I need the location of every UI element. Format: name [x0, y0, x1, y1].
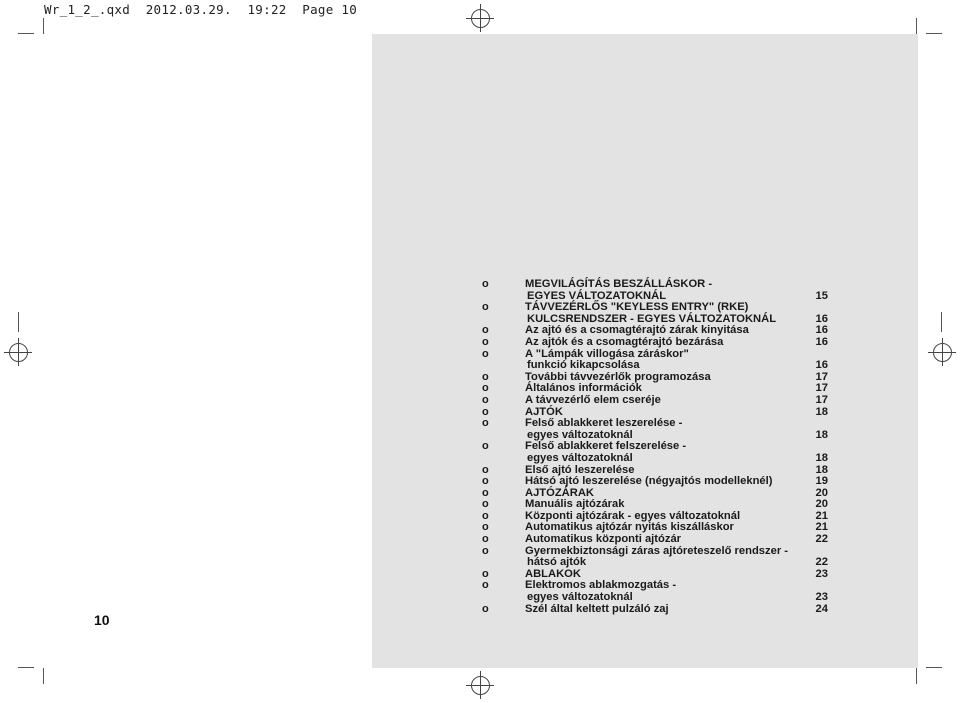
- crop-mark: [941, 312, 942, 332]
- toc-entry-text: TÁVVEZÉRLŐS "KEYLESS ENTRY" (RKE): [525, 301, 749, 314]
- toc-entry-page: 17: [815, 393, 828, 406]
- bullet-icon: o: [482, 393, 489, 406]
- toc-entry-page: 23: [815, 591, 828, 604]
- crop-mark: [926, 667, 942, 668]
- toc-entry-page: 15: [815, 289, 828, 302]
- toc-entry: [482, 534, 832, 546]
- toc-entry-text: egyes változatoknál: [527, 451, 633, 464]
- toc-entry-text: További távvezérlők programozása: [525, 370, 711, 383]
- registration-mark-bottom: [466, 671, 494, 699]
- toc-entry-text: egyes változatoknál: [527, 428, 633, 441]
- toc-entry-text: Felső ablakkeret leszerelése -: [525, 417, 683, 430]
- toc-entry: [482, 279, 832, 291]
- slug-line: Wr_1_2_.qxd 2012.03.29. 19:22 Page 10: [44, 2, 358, 17]
- page-number: 10: [94, 612, 110, 628]
- toc-entry-page: 22: [815, 533, 828, 546]
- toc-entry-page: 16: [815, 359, 828, 372]
- bullet-icon: o: [482, 440, 489, 453]
- bullet-icon: o: [482, 602, 489, 615]
- toc-entry-text: AJTÓZÁRAK: [525, 486, 594, 499]
- toc-entry-page: 22: [815, 556, 828, 569]
- toc-entry: [482, 360, 832, 372]
- crop-mark: [43, 18, 44, 34]
- toc-entry-text: A "Lámpák villogása záráskor": [525, 347, 689, 360]
- toc-entry-page: 16: [815, 335, 828, 348]
- bullet-icon: o: [482, 382, 489, 395]
- registration-mark-right: [928, 338, 956, 366]
- toc-entry: [482, 453, 832, 465]
- toc-entry-page: 18: [815, 405, 828, 418]
- toc-entry-text: Elektromos ablakmozgatás -: [525, 579, 677, 592]
- bullet-icon: o: [482, 463, 489, 476]
- toc-entry: [482, 418, 832, 430]
- toc-entry-page: 17: [815, 370, 828, 383]
- bullet-icon: o: [482, 301, 489, 314]
- bullet-icon: o: [482, 498, 489, 511]
- bullet-icon: o: [482, 567, 489, 580]
- bullet-icon: o: [482, 278, 489, 290]
- toc-entry-page: 19: [815, 475, 828, 488]
- toc-entry-page: 18: [815, 463, 828, 476]
- toc-entry: [482, 476, 832, 488]
- table-of-contents: [482, 279, 832, 615]
- bullet-icon: o: [482, 405, 489, 418]
- crop-mark: [43, 668, 44, 684]
- toc-entry: [482, 592, 832, 604]
- toc-entry-text: hátsó ajtók: [527, 556, 587, 569]
- toc-entry-page: 21: [815, 509, 828, 522]
- crop-mark: [18, 33, 34, 34]
- bullet-icon: o: [482, 370, 489, 383]
- toc-entry-text: Az ajtó és a csomagtérajtó zárak kinyitása: [525, 324, 749, 337]
- toc-entry-text: ABLAKOK: [525, 567, 581, 580]
- toc-entry-text: Gyermekbiztonsági záras ajtóreteszelő rendszer -: [525, 544, 789, 557]
- toc-entry-text: Felső ablakkeret felszerelése -: [525, 440, 687, 453]
- bullet-icon: o: [482, 533, 489, 546]
- toc-entry-text: MEGVILÁGÍTÁS BESZÁLLÁSKOR -: [525, 278, 713, 290]
- crop-mark: [18, 312, 19, 332]
- bullet-icon: o: [482, 486, 489, 499]
- bullet-icon: o: [482, 335, 489, 348]
- bullet-icon: o: [482, 521, 489, 534]
- toc-entry-page: 23: [815, 567, 828, 580]
- toc-entry-text: Automatikus központi ajtózár: [525, 533, 682, 546]
- toc-entry-page: 18: [815, 451, 828, 464]
- toc-entry-text: EGYES VÁLTOZATOKNÁL: [527, 289, 667, 302]
- toc-entry: [482, 395, 832, 407]
- toc-entry: [482, 337, 832, 349]
- toc-entry-text: Az ajtók és a csomagtérajtó bezárása: [525, 335, 724, 348]
- toc-entry-text: Első ajtó leszerelése: [525, 463, 635, 476]
- crop-mark: [926, 33, 942, 34]
- toc-entry: [482, 604, 832, 616]
- toc-entry-text: Általános információk: [525, 382, 642, 395]
- registration-mark-left: [4, 338, 32, 366]
- toc-entry-page: 16: [815, 312, 828, 325]
- bullet-icon: o: [482, 475, 489, 488]
- bullet-icon: o: [482, 347, 489, 360]
- toc-entry-page: 21: [815, 521, 828, 534]
- bullet-icon: o: [482, 544, 489, 557]
- toc-entry-text: Manuális ajtózárak: [525, 498, 625, 511]
- toc-entry-page: 17: [815, 382, 828, 395]
- toc-entry-page: 20: [815, 486, 828, 499]
- toc-entry-page: 16: [815, 324, 828, 337]
- toc-entry-page: 18: [815, 428, 828, 441]
- registration-mark-top: [466, 4, 494, 32]
- toc-entry-text: Hátsó ajtó leszerelése (négyajtós modelleknél): [525, 475, 773, 488]
- bullet-icon: o: [482, 509, 489, 522]
- toc-entry-text: Automatikus ajtózár nyitás kiszálláskor: [525, 521, 734, 534]
- bullet-icon: o: [482, 579, 489, 592]
- crop-mark: [18, 667, 34, 668]
- toc-entry-text: AJTÓK: [525, 405, 563, 418]
- toc-entry-text: egyes változatoknál: [527, 591, 633, 604]
- toc-entry-text: funkció kikapcsolása: [527, 359, 640, 372]
- bullet-icon: o: [482, 417, 489, 430]
- toc-entry-text: Szél által keltett pulzáló zaj: [525, 602, 669, 615]
- bullet-icon: o: [482, 324, 489, 337]
- toc-entry-text: KULCSRENDSZER - EGYES VÁLTOZATOKNÁL: [527, 312, 777, 325]
- toc-entry-text: Központi ajtózárak - egyes változatoknál: [525, 509, 741, 522]
- crop-mark: [916, 18, 917, 34]
- toc-entry-page: 20: [815, 498, 828, 511]
- toc-entry-page: 24: [815, 602, 828, 615]
- toc-entry-text: A távvezérlő elem cseréje: [525, 393, 661, 406]
- crop-mark: [916, 668, 917, 684]
